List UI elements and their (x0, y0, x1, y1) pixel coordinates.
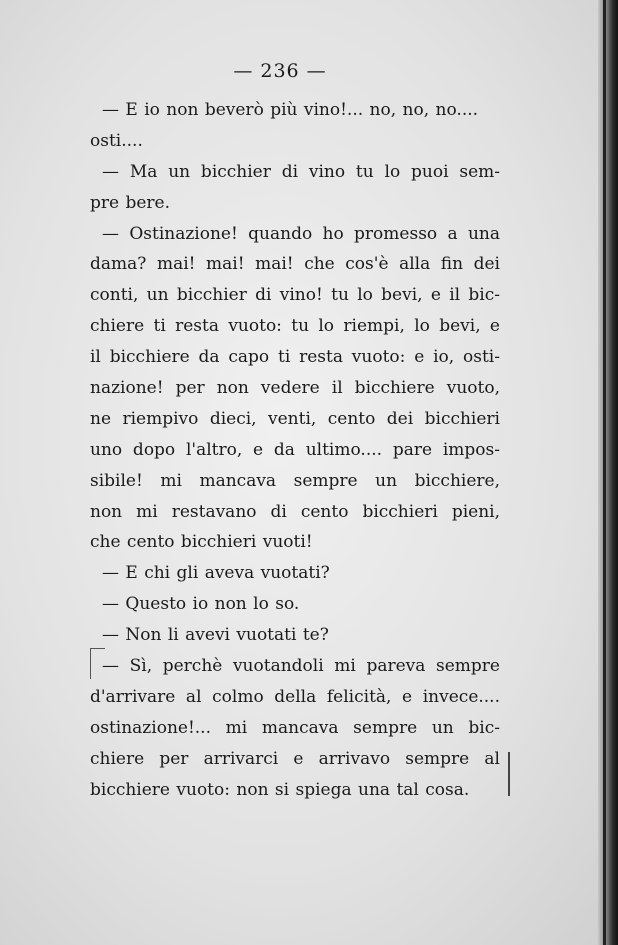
text-line: sibile! mi mancava sempre un bicchiere, (90, 470, 500, 491)
text-line: che cento bicchieri vuoti! (90, 532, 313, 553)
text-block (90, 95, 500, 805)
text-line: — Ostinazione! quando ho promesso a una (102, 223, 500, 244)
text-line: dama? mai! mai! mai! che cos'è alla fin dei (90, 254, 500, 275)
text-line: — Non li avevi vuotati te? (102, 625, 329, 646)
page-binding-line (603, 0, 606, 945)
text-line: bicchiere vuoto: non si spiega una tal cosa. (90, 779, 470, 800)
text-line: osti.... (90, 130, 143, 151)
text-line: uno dopo l'altro, e da ultimo.... pare impos- (90, 439, 500, 460)
pencil-bracket (498, 752, 510, 796)
pencil-mark (90, 648, 105, 679)
page-binding-edge (598, 0, 618, 945)
text-line: nazione! per non vedere il bicchiere vuoto, (90, 378, 500, 399)
text-line: — Ma un bicchier di vino tu lo puoi sem- (102, 161, 500, 182)
text-line: chiere per arrivarci e arrivavo sempre al (90, 748, 500, 769)
text-line: — E chi gli aveva vuotati? (102, 563, 330, 584)
text-line: non mi restavano di cento bicchieri pieni, (90, 501, 500, 522)
text-line: ne riempivo dieci, venti, cento dei bicchieri (90, 408, 500, 429)
text-line: — E io non beverò più vino!... no, no, no.... (102, 100, 479, 120)
text-line: conti, un bicchier di vino! tu lo bevi, e il bic- (90, 285, 500, 306)
page-number: — 236 — (233, 60, 327, 82)
text-line: il bicchiere da capo ti resta vuoto: e io, osti- (90, 347, 500, 368)
text-line: — Sì, perchè vuotandoli mi pareva sempre (102, 656, 500, 677)
text-line: ostinazione!... mi mancava sempre un bic- (90, 717, 500, 738)
text-line: chiere ti resta vuoto: tu lo riempi, lo bevi, e (90, 316, 500, 337)
text-line: pre bere. (90, 192, 171, 213)
text-line: d'arrivare al colmo della felicità, e invece.... (90, 686, 500, 707)
text-line: — Questo io non lo so. (102, 594, 300, 615)
